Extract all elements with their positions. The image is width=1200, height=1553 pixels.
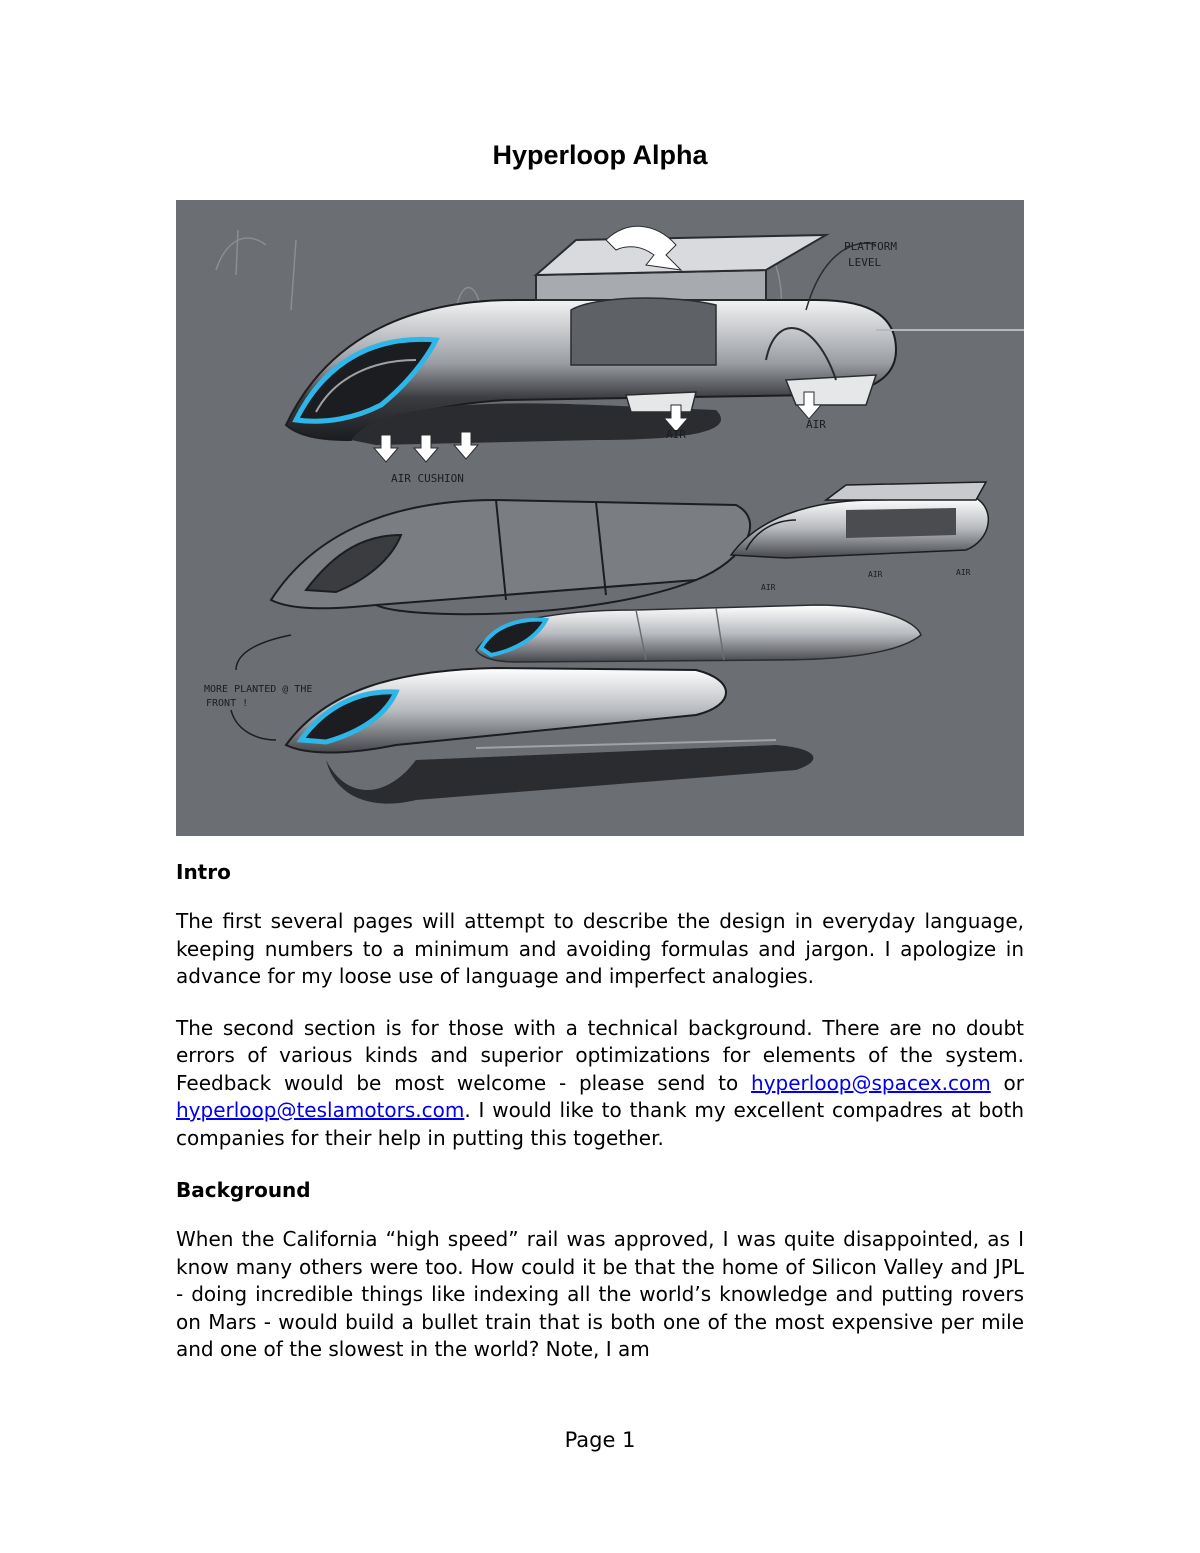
hyperloop-concept-sketch bbox=[176, 200, 1024, 836]
intro-paragraph-2-text-a: The second section is for those with a technical background. There are no doubt errors of various kinds and superior optimizations for elements of the system. Feedback would be most welcome - please send to bbox=[176, 1015, 1024, 1095]
annotation-air-cushion: AIR CUSHION bbox=[391, 472, 464, 485]
page-number: Page 1 bbox=[564, 1428, 636, 1452]
email-link-teslamotors[interactable]: hyperloop@teslamotors.com bbox=[176, 1098, 465, 1122]
annotation-air-2: AIR bbox=[806, 418, 826, 431]
annotation-air-4: AIR bbox=[761, 583, 776, 592]
annotation-air-1: AIR bbox=[666, 428, 686, 441]
annotation-level: LEVEL bbox=[848, 256, 882, 269]
sketch-svg bbox=[176, 200, 1024, 836]
annotation-more-planted-2: FRONT ! bbox=[206, 698, 249, 709]
document-body bbox=[176, 858, 1024, 1388]
annotation-air-5: AIR bbox=[868, 570, 883, 579]
intro-paragraph-2 bbox=[176, 1015, 1024, 1153]
intro-paragraph-2-text-c: . I would like to thank my excellent compadres at both companies for their help in putting this together. bbox=[176, 1098, 1024, 1150]
annotation-more-planted-1: MORE PLANTED @ THE bbox=[204, 684, 313, 695]
background-paragraph-1: When the California “high speed” rail was approved, I was quite disappointed, as I know many others were too. How could it be that the home of Silicon Valley and JPL - doing incredible things like indexing all the world’s knowledge and putting rovers on Mars - would build a bullet train that is both one of the most expensive per mile and one of the slowest in the world? Note, I am bbox=[176, 1227, 1024, 1361]
email-link-spacex[interactable]: hyperloop@spacex.com bbox=[751, 1070, 991, 1095]
section-heading-intro: Intro bbox=[176, 860, 231, 884]
section-heading-background: Background bbox=[176, 1178, 311, 1202]
annotation-platform: PLATFORM bbox=[844, 240, 897, 253]
document-title: Hyperloop Alpha bbox=[492, 140, 708, 170]
annotation-air-6: AIR bbox=[956, 568, 971, 577]
intro-paragraph-1: The first several pages will attempt to describe the design in everyday language, keeping numbers to a minimum and avoiding formulas and jargon. I apologize in advance for my loose use of language and imperfect analogies. bbox=[176, 909, 1024, 988]
intro-paragraph-2-text-b: or bbox=[990, 1070, 1024, 1095]
